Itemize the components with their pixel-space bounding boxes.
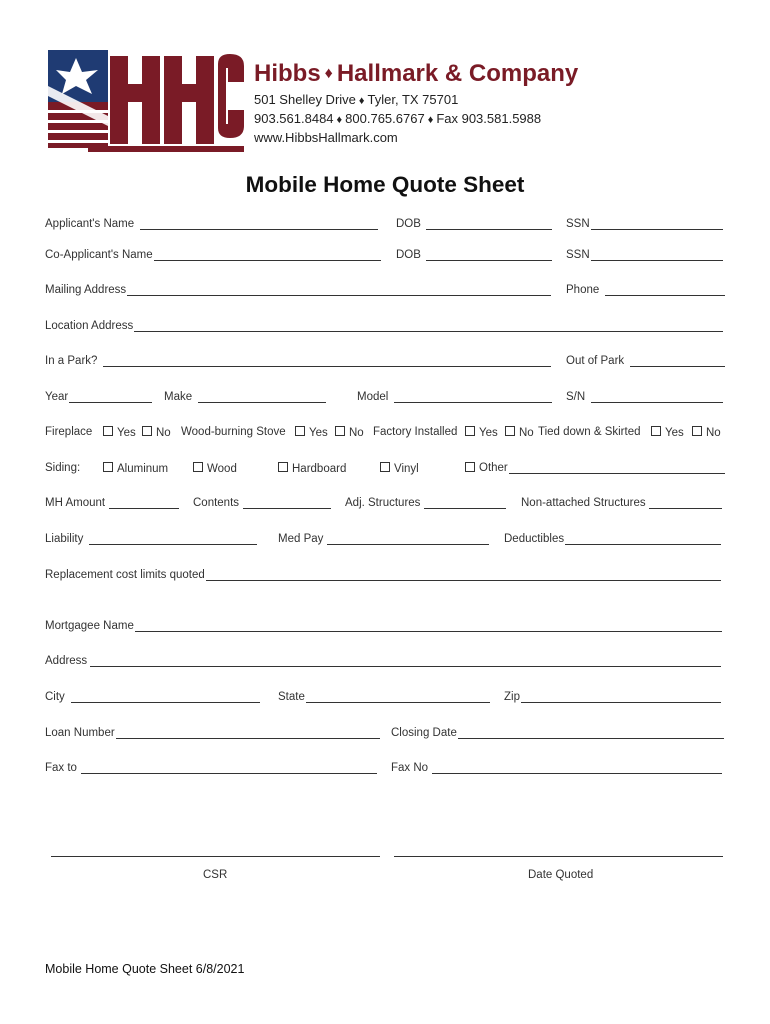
sn-line[interactable] xyxy=(591,391,723,403)
city-line[interactable] xyxy=(71,691,260,703)
mh-amount-field[interactable] xyxy=(45,497,179,509)
yes-label: Yes xyxy=(665,427,684,439)
mortgagee-name-label: Mortgagee Name xyxy=(45,620,134,632)
loan-number-label: Loan Number xyxy=(45,727,115,739)
replacement-cost-field[interactable] xyxy=(45,569,721,581)
checkbox-icon[interactable] xyxy=(505,426,515,436)
co-ssn-field[interactable] xyxy=(566,249,723,261)
liability-field[interactable] xyxy=(45,533,257,545)
yes-label: Yes xyxy=(117,427,136,439)
siding-vinyl[interactable] xyxy=(380,462,419,475)
liability-label: Liability xyxy=(45,533,84,545)
factory-no[interactable] xyxy=(505,426,534,439)
make-label: Make xyxy=(164,391,193,403)
checkbox-icon[interactable] xyxy=(651,426,661,436)
applicant-name-line[interactable] xyxy=(140,218,378,230)
closing-date-line[interactable] xyxy=(458,727,724,739)
hardboard-label: Hardboard xyxy=(292,463,347,475)
no-label: No xyxy=(156,427,171,439)
checkbox-icon[interactable] xyxy=(335,426,345,436)
yes-label: Yes xyxy=(479,427,498,439)
mh-amount-line[interactable] xyxy=(109,497,179,509)
siding-aluminum[interactable] xyxy=(103,462,168,475)
zip-field[interactable] xyxy=(504,691,721,703)
company-website: www.HibbsHallmark.com xyxy=(254,130,398,145)
logo-text: HHC xyxy=(48,33,83,50)
model-label: Model xyxy=(357,391,389,403)
checkbox-icon[interactable] xyxy=(465,426,475,436)
diamond-icon: ♦ xyxy=(336,114,343,126)
checkbox-icon[interactable] xyxy=(692,426,702,436)
replacement-cost-label: Replacement cost limits quoted xyxy=(45,569,205,581)
dob-label: DOB xyxy=(396,218,421,230)
aluminum-label: Aluminum xyxy=(117,463,169,475)
in-a-park-label: In a Park? xyxy=(45,355,98,367)
ssn-label: SSN xyxy=(566,218,590,230)
in-a-park-field[interactable] xyxy=(45,355,551,367)
dob-line[interactable] xyxy=(426,218,552,230)
fireplace-label: Fireplace xyxy=(45,426,93,438)
model-field[interactable] xyxy=(357,391,552,403)
tied-down-no[interactable] xyxy=(692,426,721,439)
year-label: Year xyxy=(45,391,69,403)
co-applicant-name-label: Co-Applicant's Name xyxy=(45,249,153,261)
fax-no-line[interactable] xyxy=(432,762,722,774)
diamond-icon: ♦ xyxy=(358,95,365,107)
contents-field[interactable] xyxy=(193,497,331,509)
diamond-icon: ♦ xyxy=(324,65,333,82)
fax-to-label: Fax to xyxy=(45,762,77,774)
adj-structures-label: Adj. Structures xyxy=(345,497,421,509)
ssn-field[interactable] xyxy=(566,218,723,230)
diamond-icon: ♦ xyxy=(427,114,434,126)
csr-label: CSR xyxy=(203,869,228,881)
year-line[interactable] xyxy=(69,391,152,403)
fax-no-field[interactable] xyxy=(391,762,722,774)
fax-to-line[interactable] xyxy=(81,762,377,774)
phone-field[interactable] xyxy=(566,284,725,296)
sn-label: S/N xyxy=(566,391,586,403)
zip-line[interactable] xyxy=(521,691,721,703)
siding-label: Siding: xyxy=(45,462,81,474)
checkbox-icon[interactable] xyxy=(380,462,390,472)
adj-structures-line[interactable] xyxy=(424,497,506,509)
closing-date-label: Closing Date xyxy=(391,727,457,739)
company-name xyxy=(254,60,578,88)
wood-label: Wood xyxy=(207,463,237,475)
mortgagee-address-field[interactable] xyxy=(45,655,721,667)
wood-burning-stove-label: Wood-burning Stove xyxy=(181,426,286,438)
co-ssn-line[interactable] xyxy=(591,249,723,261)
location-address-label: Location Address xyxy=(45,320,134,332)
mortgagee-name-field[interactable] xyxy=(45,620,722,632)
city-field[interactable] xyxy=(45,691,260,703)
state-line[interactable] xyxy=(306,691,490,703)
fireplace-yes[interactable] xyxy=(103,426,136,439)
location-address-field[interactable] xyxy=(45,320,723,332)
med-pay-line[interactable] xyxy=(327,533,489,545)
footer-text: Mobile Home Quote Sheet 6/8/2021 xyxy=(45,962,245,976)
no-label: No xyxy=(519,427,534,439)
zip-label: Zip xyxy=(504,691,520,703)
date-quoted-line[interactable] xyxy=(394,856,723,857)
replacement-cost-line[interactable] xyxy=(206,569,721,581)
siding-wood[interactable] xyxy=(193,462,237,475)
checkbox-icon[interactable] xyxy=(278,462,288,472)
state-label: State xyxy=(278,691,305,703)
other-line[interactable] xyxy=(509,462,725,474)
dob-field[interactable] xyxy=(396,218,552,230)
city-state-zip: Tyler, TX 75701 xyxy=(367,92,459,107)
loan-number-field[interactable] xyxy=(45,727,380,739)
year-field[interactable] xyxy=(45,391,152,403)
co-applicant-name-field[interactable] xyxy=(45,249,381,261)
mh-amount-label: MH Amount xyxy=(45,497,106,509)
yes-label: Yes xyxy=(309,427,328,439)
no-label: No xyxy=(349,427,364,439)
csr-signature-line[interactable] xyxy=(51,856,380,857)
state-field[interactable] xyxy=(278,691,490,703)
factory-installed-label: Factory Installed xyxy=(373,426,458,438)
fireplace-no[interactable] xyxy=(142,426,171,439)
applicant-name-field[interactable] xyxy=(45,218,378,230)
loan-number-line[interactable] xyxy=(116,727,380,739)
vinyl-label: Vinyl xyxy=(394,463,419,475)
mortgagee-name-line[interactable] xyxy=(135,620,722,632)
street-address: 501 Shelley Drive xyxy=(254,92,356,107)
model-line[interactable] xyxy=(394,391,552,403)
applicant-name-label: Applicant's Name xyxy=(45,218,135,230)
checkbox-icon[interactable] xyxy=(193,462,203,472)
out-of-park-label: Out of Park xyxy=(566,355,625,367)
phone-1: 903.561.8484 xyxy=(254,111,334,126)
mailing-address-label: Mailing Address xyxy=(45,284,127,296)
phone-line[interactable] xyxy=(605,284,725,296)
date-quoted-label: Date Quoted xyxy=(528,869,594,881)
siding-other[interactable] xyxy=(465,462,725,474)
non-attached-structures-label: Non-attached Structures xyxy=(521,497,646,509)
company-address xyxy=(254,92,458,107)
deductibles-field[interactable] xyxy=(504,533,721,545)
location-address-line[interactable] xyxy=(134,320,723,332)
out-of-park-line[interactable] xyxy=(630,355,725,367)
address-line[interactable] xyxy=(90,655,721,667)
tied-down-yes[interactable] xyxy=(651,426,684,439)
med-pay-label: Med Pay xyxy=(278,533,324,545)
co-applicant-name-line[interactable] xyxy=(154,249,381,261)
contents-line[interactable] xyxy=(243,497,331,509)
fax-no-label: Fax No xyxy=(391,762,429,774)
city-label: City xyxy=(45,691,65,703)
checkbox-icon[interactable] xyxy=(295,426,305,436)
ssn-label: SSN xyxy=(566,249,590,261)
stove-no[interactable] xyxy=(335,426,364,439)
deductibles-line[interactable] xyxy=(565,533,721,545)
non-attached-structures-line[interactable] xyxy=(649,497,722,509)
tied-down-label: Tied down & Skirted xyxy=(538,426,641,438)
make-line[interactable] xyxy=(198,391,326,403)
page-title: Mobile Home Quote Sheet xyxy=(245,172,525,197)
closing-date-field[interactable] xyxy=(391,727,724,739)
checkbox-icon[interactable] xyxy=(465,462,475,472)
checkbox-icon[interactable] xyxy=(103,426,113,436)
hhc-logo xyxy=(48,33,244,152)
in-a-park-line[interactable] xyxy=(103,355,551,367)
dob-label: DOB xyxy=(396,249,421,261)
sn-field[interactable] xyxy=(566,391,723,403)
other-label: Other xyxy=(479,462,508,474)
phone-label: Phone xyxy=(566,284,600,296)
med-pay-field[interactable] xyxy=(278,533,489,545)
contents-label: Contents xyxy=(193,497,240,509)
liability-line[interactable] xyxy=(89,533,257,545)
address-label: Address xyxy=(45,655,88,667)
fax-to-field[interactable] xyxy=(45,762,377,774)
make-field[interactable] xyxy=(164,391,326,403)
phone-2: 800.765.6767 xyxy=(345,111,425,126)
company-phones xyxy=(254,111,541,126)
out-of-park-field[interactable] xyxy=(566,355,725,367)
mailing-address-field[interactable] xyxy=(45,284,551,296)
fax-number: Fax 903.581.5988 xyxy=(436,111,542,126)
checkbox-icon[interactable] xyxy=(142,426,152,436)
siding-hardboard[interactable] xyxy=(278,462,346,475)
no-label: No xyxy=(706,427,721,439)
stove-yes[interactable] xyxy=(295,426,328,439)
co-dob-line[interactable] xyxy=(426,249,552,261)
factory-yes[interactable] xyxy=(465,426,498,439)
co-dob-field[interactable] xyxy=(396,249,552,261)
adj-structures-field[interactable] xyxy=(345,497,506,509)
company-name-part2: Hallmark & Company xyxy=(336,60,579,87)
company-name-part1: Hibbs xyxy=(254,60,321,87)
deductibles-label: Deductibles xyxy=(504,533,565,545)
non-attached-structures-field[interactable] xyxy=(521,497,722,509)
checkbox-icon[interactable] xyxy=(103,462,113,472)
mailing-address-line[interactable] xyxy=(127,284,551,296)
ssn-line[interactable] xyxy=(591,218,723,230)
